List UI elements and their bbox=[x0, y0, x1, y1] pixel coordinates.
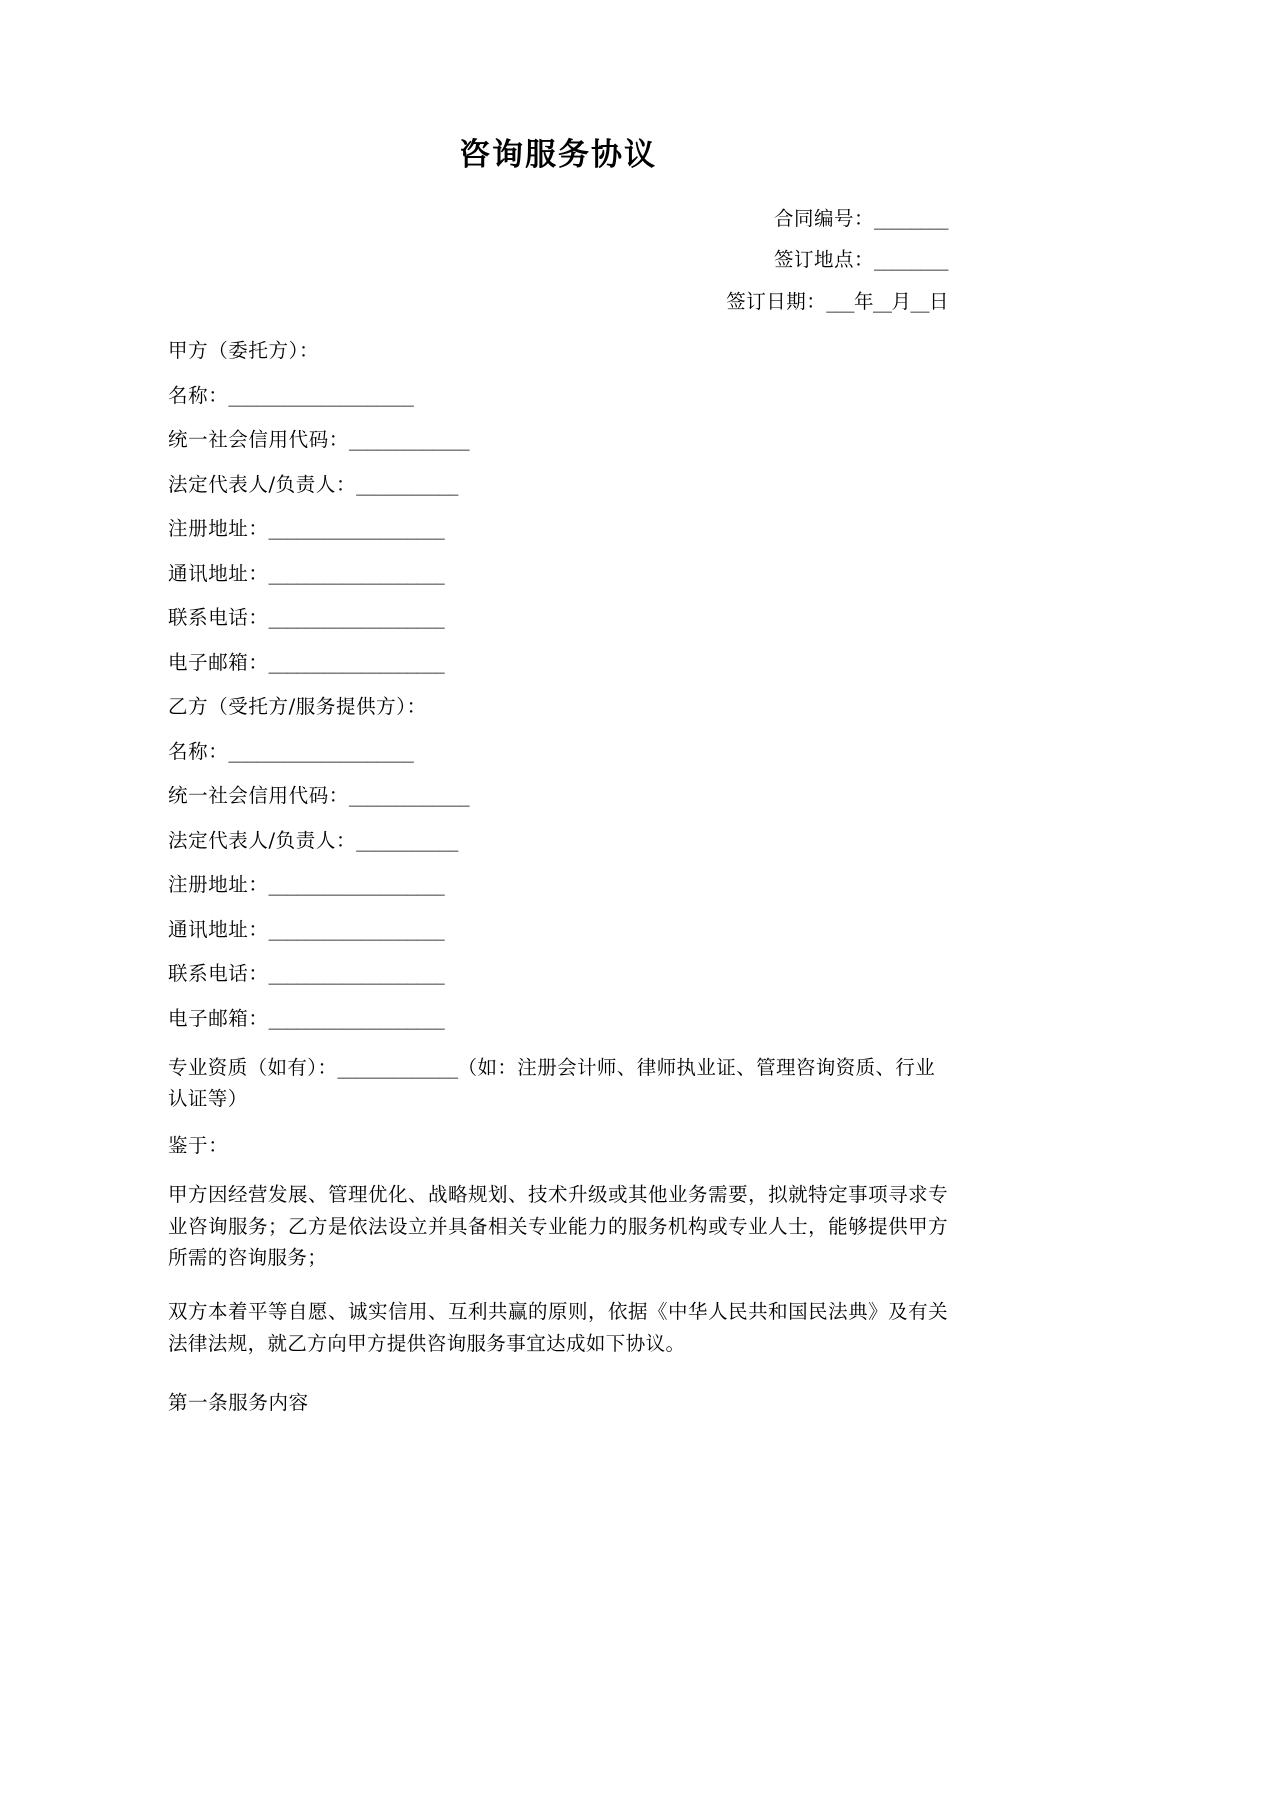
party-b-email-blank[interactable]: ___________________ bbox=[268, 1006, 445, 1030]
party-b-name-field bbox=[168, 739, 948, 763]
recital-paragraph-2: 双方本着平等自愿、诚实信用、互利共赢的原则，依据《中华人民共和国民法典》及有关法律法规，就乙方向甲方提供咨询服务事宜达成如下协议。 bbox=[168, 1300, 948, 1355]
party-b-credit-code-blank[interactable]: _____________ bbox=[348, 784, 470, 808]
party-b-legal-rep-field bbox=[168, 828, 948, 852]
party-b-email-field bbox=[168, 1006, 948, 1030]
contract-number-label: 合同编号： bbox=[773, 206, 874, 230]
party-b-mailing-address-label: 通讯地址： bbox=[168, 917, 269, 941]
party-b-phone-blank[interactable]: ___________________ bbox=[268, 962, 445, 986]
party-a-heading: 甲方（委托方）： bbox=[168, 339, 320, 363]
party-b-name-label: 名称： bbox=[168, 739, 229, 763]
party-a-phone-field bbox=[168, 608, 948, 628]
party-b-name-blank[interactable]: ____________________ bbox=[228, 739, 414, 763]
qualification-note: （如：注册会计师、律师执业证、管理咨询资质、行业认证等） bbox=[168, 1056, 936, 1110]
document-content bbox=[168, 0, 948, 1413]
party-a-email-field bbox=[168, 650, 948, 674]
signing-date-blank[interactable]: ___年__月__日 bbox=[826, 289, 948, 313]
qualification-label: 专业资质（如有）： bbox=[168, 1056, 338, 1080]
qualification-blank[interactable]: _____________ bbox=[337, 1056, 458, 1080]
qualification-field bbox=[168, 1053, 948, 1113]
party-b-section bbox=[168, 697, 948, 1028]
party-a-legal-rep-field bbox=[168, 472, 948, 496]
party-a-name-field bbox=[168, 383, 948, 407]
party-a-credit-code-blank[interactable]: _____________ bbox=[348, 428, 470, 452]
party-b-registered-address-field bbox=[168, 875, 948, 895]
signing-place-blank[interactable]: ________ bbox=[874, 248, 948, 272]
contract-header-fields bbox=[168, 206, 948, 313]
recital-paragraph-1: 甲方因经营发展、管理优化、战略规划、技术升级或其他业务需要，拟就特定事项寻求专业咨询服务；乙方是依法设立并具备相关专业能力的服务机构或专业人士，能够提供甲方所需的咨询服务； bbox=[168, 1183, 948, 1270]
party-b-phone-field bbox=[168, 964, 948, 984]
page-title: 咨询服务协议 bbox=[459, 137, 657, 173]
party-a-email-blank[interactable]: ___________________ bbox=[268, 650, 445, 674]
party-b-email-label: 电子邮箱： bbox=[168, 1006, 269, 1030]
party-a-phone-blank[interactable]: ___________________ bbox=[268, 606, 445, 630]
signing-date-line bbox=[168, 289, 948, 313]
party-b-phone-label: 联系电话： bbox=[168, 962, 269, 986]
party-a-mailing-address-label: 通讯地址： bbox=[168, 561, 269, 585]
clause-1-title: 第一条服务内容 bbox=[168, 1391, 309, 1415]
party-b-heading: 乙方（受托方/服务提供方）： bbox=[168, 695, 427, 719]
party-a-name-label: 名称： bbox=[168, 383, 229, 407]
signing-place-label: 签订地点： bbox=[773, 248, 874, 272]
party-a-legal-rep-blank[interactable]: ___________ bbox=[356, 472, 458, 496]
party-b-legal-rep-blank[interactable]: ___________ bbox=[356, 828, 458, 852]
party-a-registered-address-label: 注册地址： bbox=[168, 517, 269, 541]
party-a-credit-code-field bbox=[168, 430, 948, 450]
signing-place-line bbox=[168, 250, 948, 270]
party-a-email-label: 电子邮箱： bbox=[168, 650, 269, 674]
party-b-credit-code-label: 统一社会信用代码： bbox=[168, 784, 349, 808]
party-a-legal-rep-label: 法定代表人/负责人： bbox=[168, 472, 357, 496]
party-a-mailing-address-field bbox=[168, 561, 948, 585]
party-a-credit-code-label: 统一社会信用代码： bbox=[168, 428, 349, 452]
party-b-registered-address-label: 注册地址： bbox=[168, 873, 269, 897]
party-a-section bbox=[168, 341, 948, 672]
party-a-registered-address-field bbox=[168, 519, 948, 539]
party-a-phone-label: 联系电话： bbox=[168, 606, 269, 630]
signing-date-label: 签订日期： bbox=[726, 289, 827, 313]
party-b-mailing-address-field bbox=[168, 917, 948, 941]
party-b-mailing-address-blank[interactable]: ___________________ bbox=[268, 917, 445, 941]
party-b-legal-rep-label: 法定代表人/负责人： bbox=[168, 828, 357, 852]
party-b-credit-code-field bbox=[168, 786, 948, 806]
recitals-heading: 鉴于： bbox=[168, 1133, 229, 1157]
party-b-registered-address-blank[interactable]: ___________________ bbox=[268, 873, 445, 897]
party-a-registered-address-blank[interactable]: ___________________ bbox=[268, 517, 445, 541]
contract-number-blank[interactable]: ________ bbox=[874, 206, 948, 230]
contract-number-line bbox=[168, 206, 948, 230]
party-a-mailing-address-blank[interactable]: ___________________ bbox=[268, 561, 445, 585]
party-a-name-blank[interactable]: ____________________ bbox=[228, 383, 414, 407]
